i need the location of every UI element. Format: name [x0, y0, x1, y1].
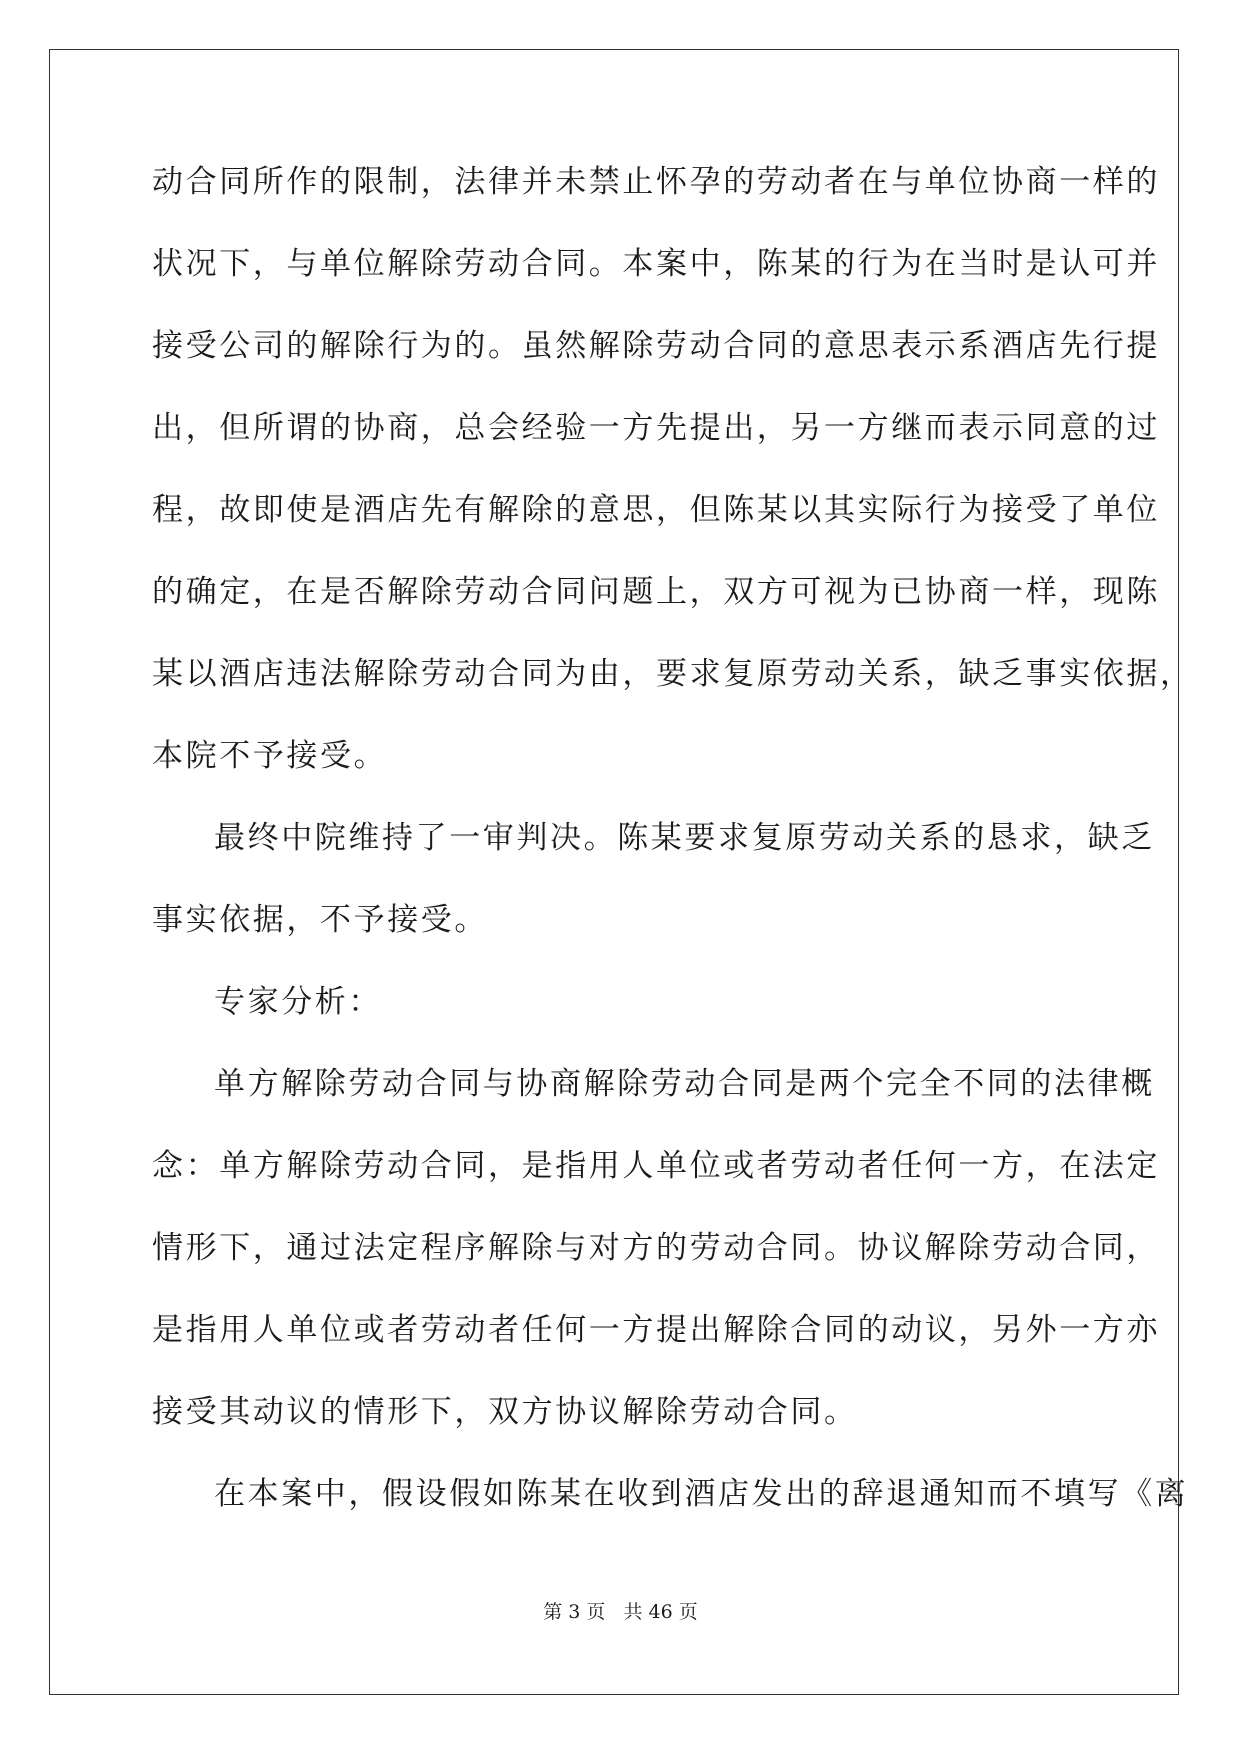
- text-line: 是指用人单位或者劳动者任何一方提出解除合同的动议，另外一方亦: [152, 1312, 1160, 1348]
- text-line: 的确定，在是否解除劳动合同问题上，双方可视为已协商一样，现陈: [152, 574, 1160, 610]
- text-line: 状况下，与单位解除劳动合同。本案中，陈某的行为在当时是认可并: [152, 246, 1160, 282]
- text-line: 事实依据，不予接受。: [152, 902, 488, 938]
- text-line: 某以酒店违法解除劳动合同为由，要求复原劳动关系，缺乏事实依据，: [152, 656, 1194, 692]
- text-line: 接受其动议的情形下，双方协议解除劳动合同。: [152, 1394, 858, 1430]
- text-line: 情形下，通过法定程序解除与对方的劳动合同。协议解除劳动合同，: [152, 1230, 1160, 1266]
- text-line: 接受公司的解除行为的。虽然解除劳动合同的意思表示系酒店先行提: [152, 328, 1160, 364]
- page-number-footer: 第 3 页 共 46 页: [543, 1601, 698, 1623]
- paragraph-start-line: 在本案中，假设假如陈某在收到酒店发出的辞退通知而不填写《离: [214, 1476, 1189, 1512]
- paragraph-start-line: 单方解除劳动合同与协商解除劳动合同是两个完全不同的法律概: [214, 1066, 1155, 1102]
- text-line: 出，但所谓的协商，总会经验一方先提出，另一方继而表示同意的过: [152, 410, 1160, 446]
- document-body: [152, 160, 1194, 1554]
- paragraph-start-line: 最终中院维持了一审判决。陈某要求复原劳动关系的恳求，缺乏: [214, 820, 1155, 856]
- text-line: 念：单方解除劳动合同，是指用人单位或者劳动者任何一方，在法定: [152, 1148, 1160, 1184]
- section-heading: 专家分析：: [214, 984, 382, 1020]
- text-line: 动合同所作的限制，法律并未禁止怀孕的劳动者在与单位协商一样的: [152, 164, 1160, 200]
- text-line: 程，故即使是酒店先有解除的意思，但陈某以其实际行为接受了单位: [152, 492, 1160, 528]
- text-line: 本院不予接受。: [152, 738, 388, 774]
